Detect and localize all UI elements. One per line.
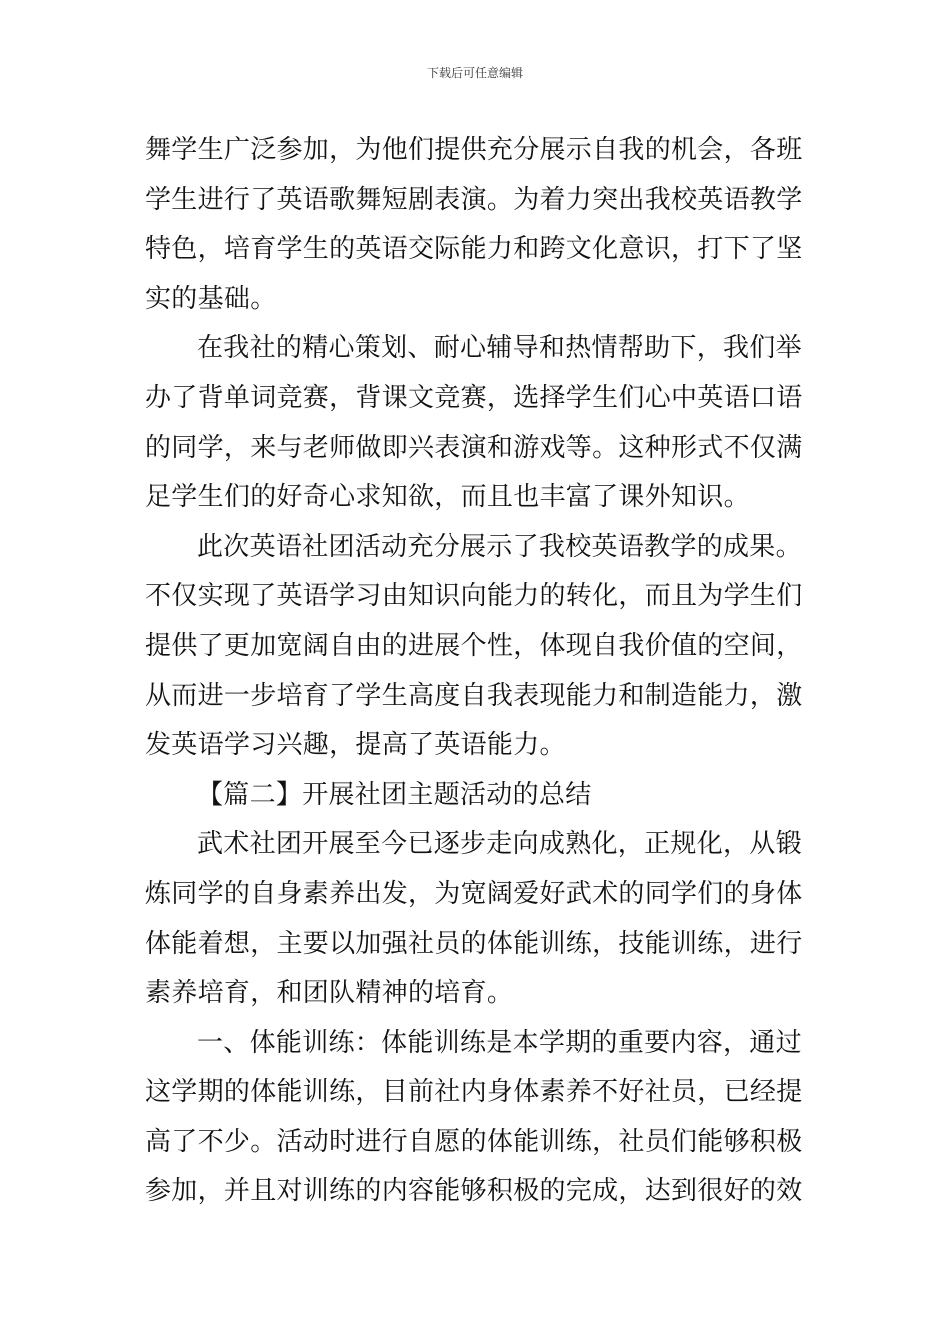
text-line: 的同学，来与老师做即兴表演和游戏等。这种形式不仅满 [145, 432, 803, 463]
section-heading: 【篇二】开展社团主题活动的总结 [197, 779, 592, 810]
text-line: 素养培育，和团队精神的培育。 [145, 978, 514, 1009]
text-line: 发英语学习兴趣，提高了英语能力。 [145, 730, 566, 761]
document-body [145, 126, 807, 1217]
text-line: 一、体能训练：体能训练是本学期的重要内容，通过 [197, 1027, 802, 1058]
text-line: 在我社的精心策划、耐心辅导和热情帮助下，我们举 [197, 333, 802, 364]
text-line: 足学生们的好奇心求知欲，而且也丰富了课外知识。 [145, 482, 750, 513]
page-header-note: 下载后可任意编辑 [426, 66, 523, 80]
text-line: 体能着想，主要以加强社员的体能训练，技能训练，进行 [145, 928, 803, 959]
text-line: 高了不少。活动时进行自愿的体能训练，社员们能够积极 [145, 1126, 803, 1157]
text-line: 这学期的体能训练，目前社内身体素养不好社员，已经提 [145, 1077, 803, 1108]
text-line: 炼同学的自身素养出发，为宽阔爱好武术的同学们的身体 [145, 878, 803, 909]
text-line: 从而进一步培育了学生高度自我表现能力和制造能力，激 [145, 680, 803, 711]
text-line: 学生进行了英语歌舞短剧表演。为着力突出我校英语教学 [145, 184, 803, 215]
text-line: 武术社团开展至今已逐步走向成熟化，正规化，从锻 [197, 829, 802, 860]
text-line: 不仅实现了英语学习由知识向能力的转化，而且为学生们 [145, 581, 803, 612]
text-line: 此次英语社团活动充分展示了我校英语教学的成果。 [197, 531, 802, 562]
text-line: 参加，并且对训练的内容能够积极的完成，达到很好的效 [145, 1176, 803, 1207]
text-line: 实的基础。 [145, 283, 277, 314]
text-line: 提供了更加宽阔自由的进展个性，体现自我价值的空间， [145, 630, 803, 661]
text-line: 特色，培育学生的英语交际能力和跨文化意识，打下了坚 [145, 234, 803, 265]
text-line: 舞学生广泛参加，为他们提供充分展示自我的机会，各班 [145, 135, 803, 165]
text-line: 办了背单词竞赛，背课文竞赛，选择学生们心中英语口语 [145, 382, 803, 413]
